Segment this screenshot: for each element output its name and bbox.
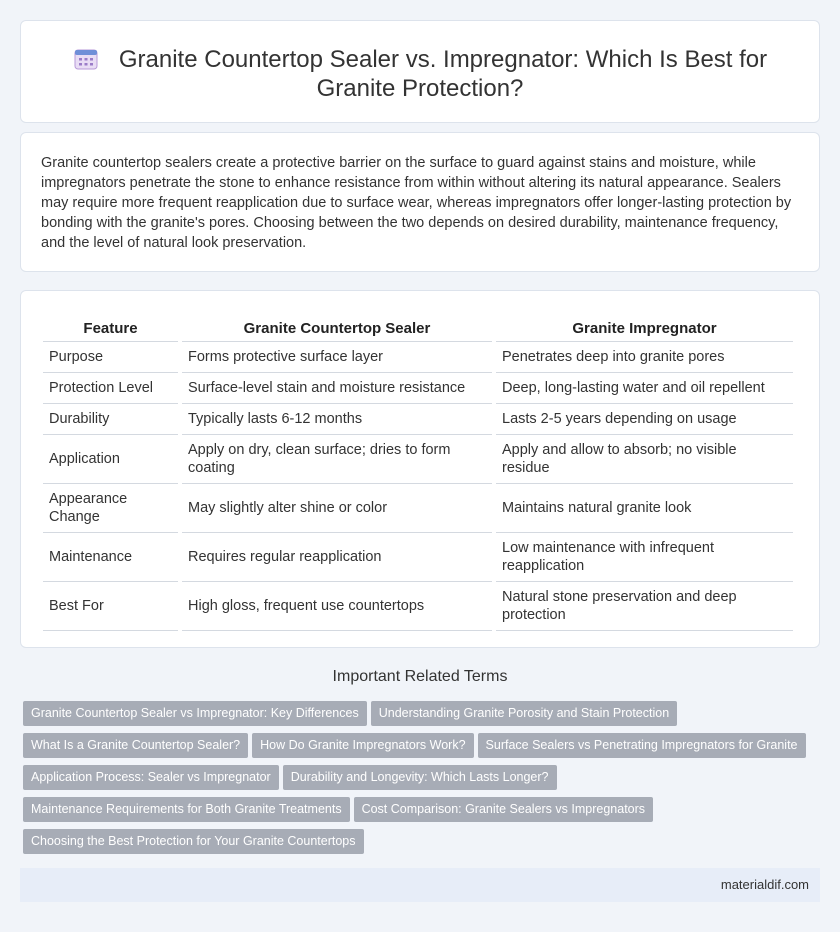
footer	[20, 868, 820, 902]
table-cell: Application	[43, 435, 178, 484]
table-cell: Purpose	[43, 342, 178, 373]
table-cell: Forms protective surface layer	[182, 342, 492, 373]
related-term-tag[interactable]: Choosing the Best Protection for Your Granite Countertops	[23, 829, 364, 854]
comparison-card	[20, 290, 820, 648]
table-cell: Natural stone preservation and deep protection	[496, 582, 793, 631]
related-terms-heading: Important Related Terms	[332, 668, 508, 685]
related-terms-list	[23, 701, 813, 861]
comparison-table	[39, 316, 797, 631]
header-feature: Feature	[43, 316, 178, 342]
related-term-tag[interactable]: Surface Sealers vs Penetrating Impregnators for Granite	[478, 733, 806, 758]
related-term-tag[interactable]: What Is a Granite Countertop Sealer?	[23, 733, 248, 758]
table-cell: Low maintenance with infrequent reapplication	[496, 533, 793, 582]
table-row	[43, 435, 793, 484]
related-term-tag[interactable]: How Do Granite Impregnators Work?	[252, 733, 473, 758]
related-term-tag[interactable]: Application Process: Sealer vs Impregnator	[23, 765, 279, 790]
calendar-icon	[73, 48, 99, 70]
title-line-2: Granite Protection?	[316, 75, 524, 102]
table-cell: Apply and allow to absorb; no visible residue	[496, 435, 793, 484]
table-cell: Typically lasts 6-12 months	[182, 404, 492, 435]
related-term-tag[interactable]: Durability and Longevity: Which Lasts Longer?	[283, 765, 557, 790]
related-term-tag[interactable]: Maintenance Requirements for Both Granite Treatments	[23, 797, 350, 822]
title-line-1: Granite Countertop Sealer vs. Impregnator: Which Is Best for	[118, 46, 768, 73]
table-cell: High gloss, frequent use countertops	[182, 582, 492, 631]
table-cell: Deep, long-lasting water and oil repellent	[496, 373, 793, 404]
related-term-tag[interactable]: Cost Comparison: Granite Sealers vs Impregnators	[354, 797, 653, 822]
table-cell: Requires regular reapplication	[182, 533, 492, 582]
table-header-row	[43, 316, 793, 342]
table-cell: Protection Level	[43, 373, 178, 404]
table-cell: Apply on dry, clean surface; dries to form coating	[182, 435, 492, 484]
table-row	[43, 342, 793, 373]
header-impregnator: Granite Impregnator	[496, 316, 793, 342]
table-cell: Best For	[43, 582, 178, 631]
table-cell: Maintenance	[43, 533, 178, 582]
table-cell: Lasts 2-5 years depending on usage	[496, 404, 793, 435]
table-row	[43, 484, 793, 533]
table-cell: Surface-level stain and moisture resistance	[182, 373, 492, 404]
table-cell: Durability	[43, 404, 178, 435]
table-row	[43, 582, 793, 631]
related-term-tag[interactable]: Understanding Granite Porosity and Stain Protection	[371, 701, 677, 726]
table-cell: Appearance Change	[43, 484, 178, 533]
related-term-tag[interactable]: Granite Countertop Sealer vs Impregnator: Key Differences	[23, 701, 367, 726]
table-row	[43, 373, 793, 404]
title-card	[20, 20, 820, 123]
table-cell: Penetrates deep into granite pores	[496, 342, 793, 373]
table-row	[43, 533, 793, 582]
table-cell: May slightly alter shine or color	[182, 484, 492, 533]
header-sealer: Granite Countertop Sealer	[182, 316, 492, 342]
footer-site-link[interactable]: materialdif.com	[720, 877, 809, 892]
intro-paragraph: Granite countertop sealers create a protective barrier on the surface to guard against stains and moisture, while impregnators penetrate the stone to enhance resistance from within without altering its natural appearance. Sealers may require more frequent reapplication due to surface wear, whereas impregnators offer longer-lasting protection by bonding with the granite's pores. Choosing between the two depends on desired durability, maintenance frequency, and the level of natural look preservation.	[41, 155, 792, 251]
table-cell: Maintains natural granite look	[496, 484, 793, 533]
table-row	[43, 404, 793, 435]
page-title	[21, 45, 819, 103]
intro-card	[20, 132, 820, 272]
